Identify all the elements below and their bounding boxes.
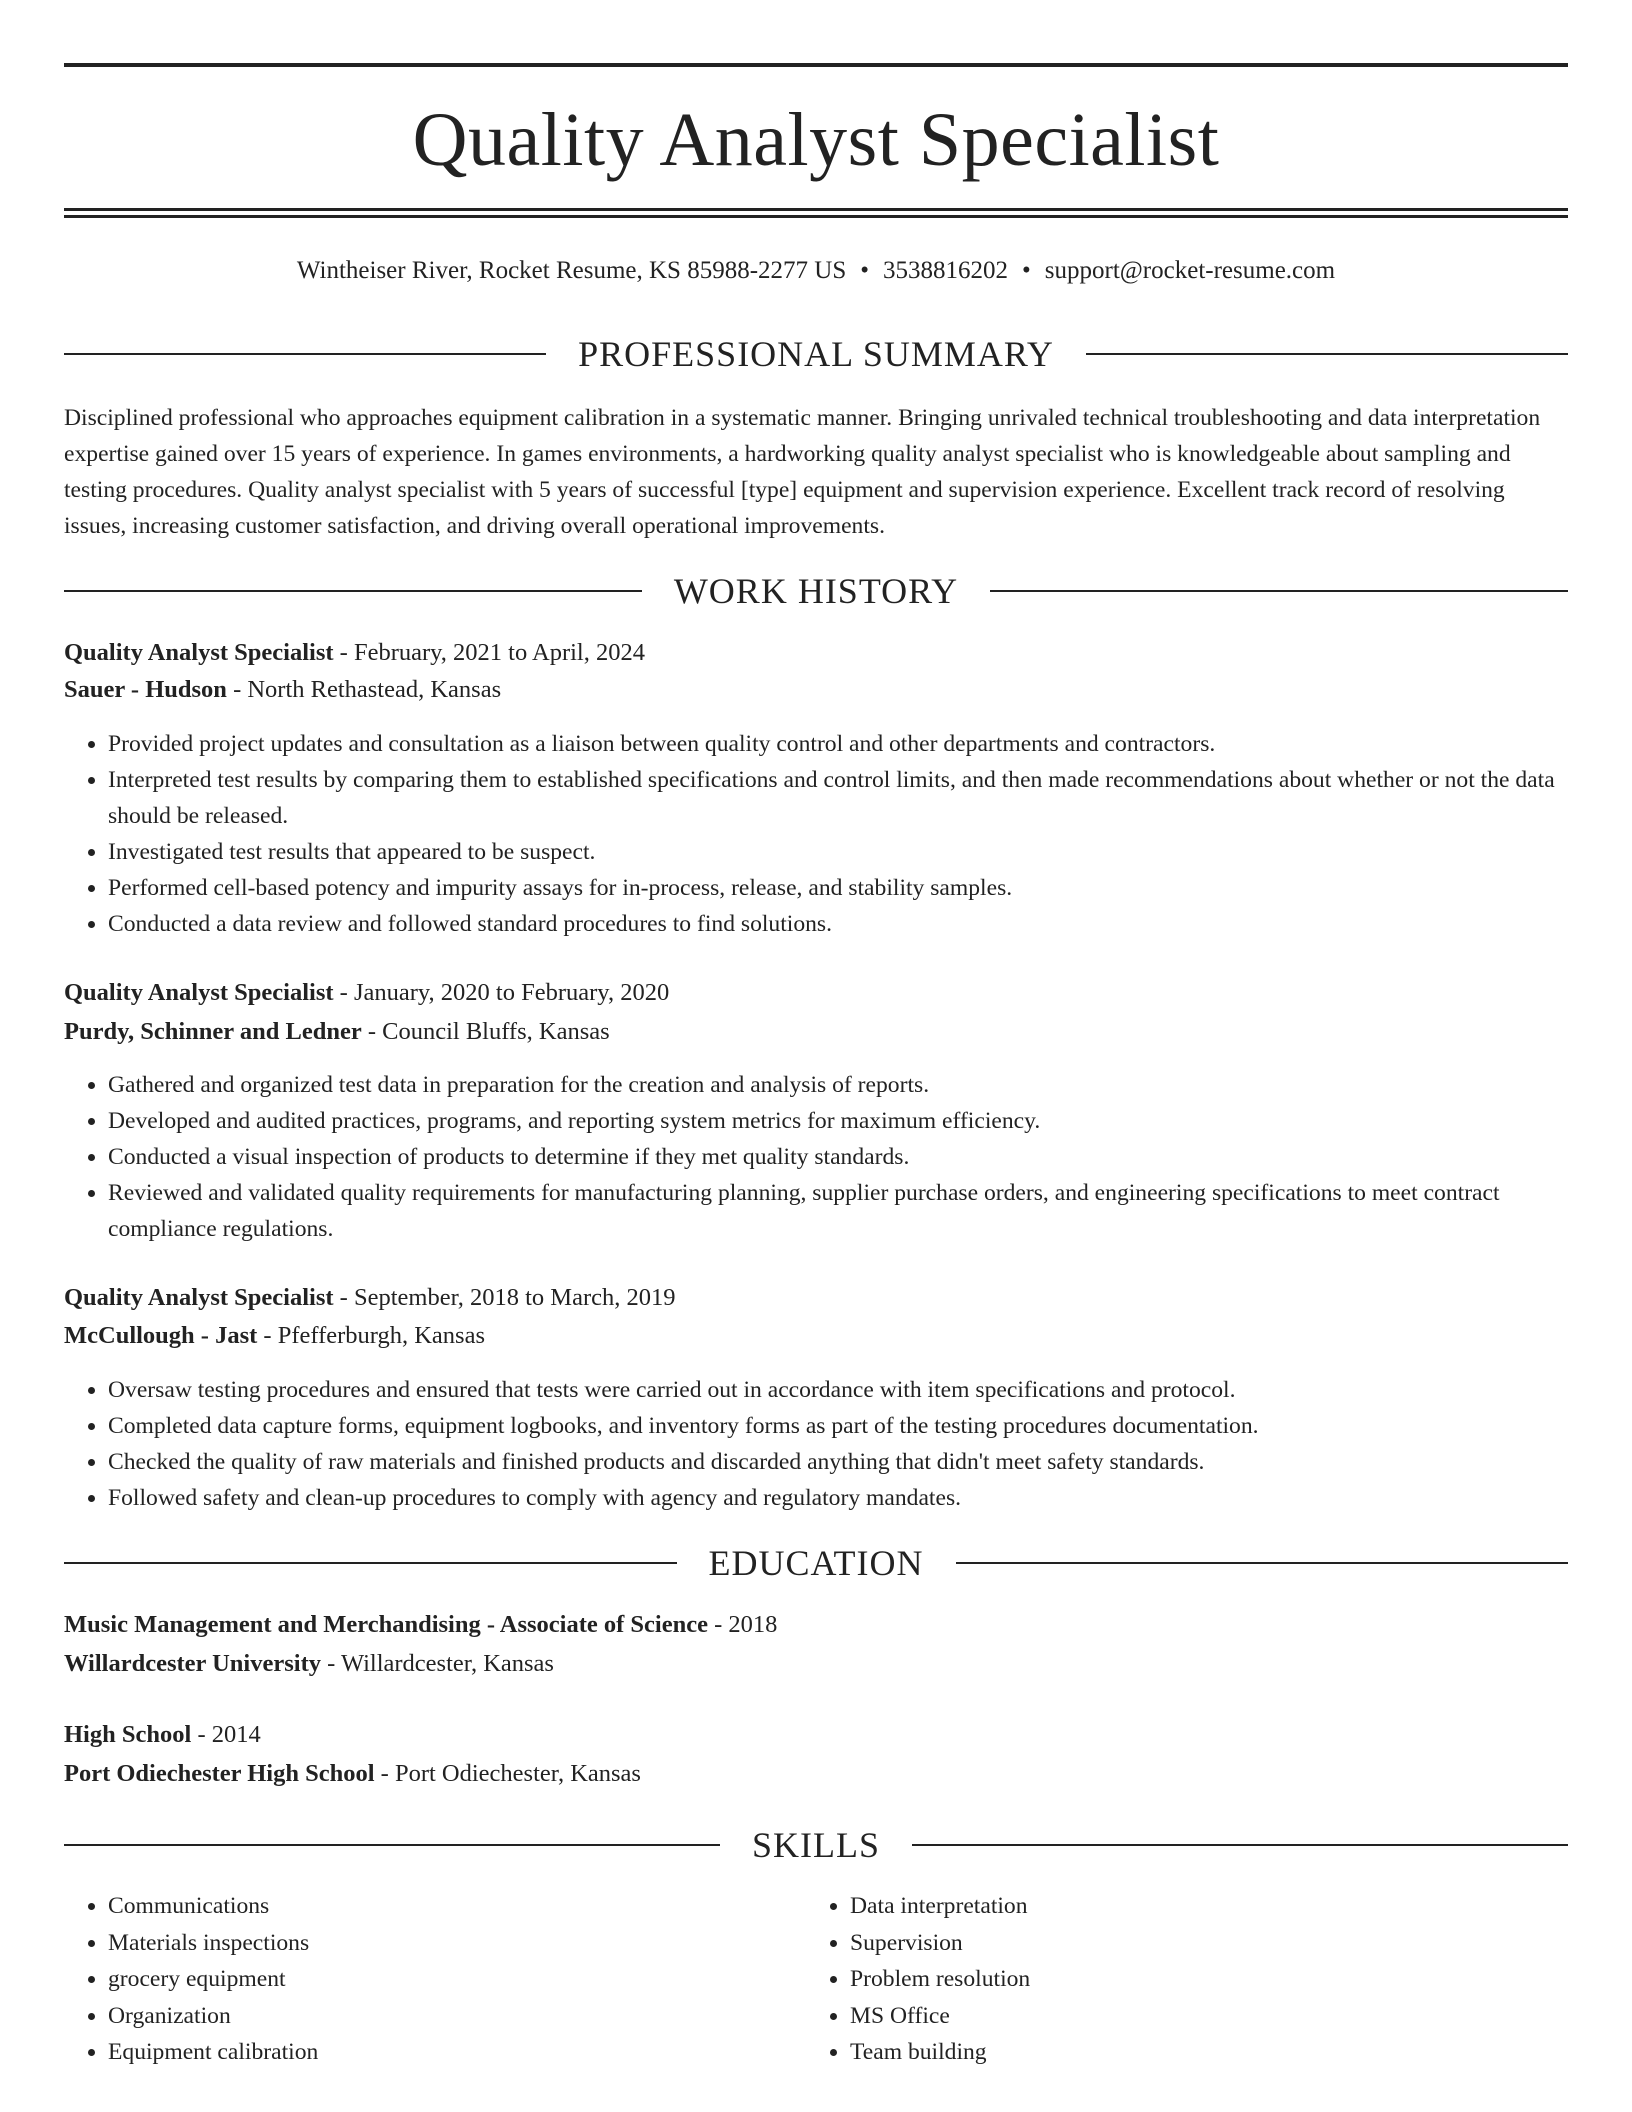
- job-company-line: [64, 1013, 1568, 1051]
- education-location: - Willardcester, Kansas: [320, 1650, 554, 1677]
- heading-rule-left: [64, 590, 642, 592]
- education-year: - 2018: [708, 1611, 778, 1638]
- education-location: - Port Odiechester, Kansas: [374, 1760, 641, 1787]
- education-degree-line: [64, 1606, 1568, 1644]
- section-heading-summary: [64, 334, 1568, 374]
- list-item: • Conducted a visual inspection of products to determine if they met quality standards.: [108, 1139, 1568, 1175]
- list-item: • Performed cell-based potency and impurity assays for in-process, release, and stability samples.: [108, 870, 1568, 906]
- skill-item: • grocery equipment: [108, 1961, 808, 1998]
- education-school: Willardcester University: [64, 1650, 321, 1677]
- job-title: Quality Analyst Specialist: [64, 639, 334, 666]
- summary-text: Disciplined professional who approaches equipment calibration in a systematic manner. Bringing unrivaled technical troubleshooting and data interpretation expertise gained over 15 years of experience. In games environments, a hardworking quality analyst specialist who is knowledgeable about sampling and testing procedures. Quality analyst specialist with 5 years of successful [type] equipment and supervision experience. Excellent track record of resolving issues, increasing customer satisfaction, and driving overall operational improvements.: [64, 405, 1541, 539]
- skill-item: • Problem resolution: [850, 1961, 1550, 1998]
- skill-item: • Team building: [850, 2034, 1550, 2071]
- job-title-line: [64, 974, 1568, 1012]
- heading-rule-right: [1086, 353, 1568, 355]
- heading-rule-left: [64, 353, 546, 355]
- heading-rule-right: [912, 1844, 1568, 1846]
- job-company-line: [64, 671, 1568, 709]
- job-title: Quality Analyst Specialist: [64, 1284, 334, 1311]
- list-item: • Gathered and organized test data in preparation for the creation and analysis of reports.: [108, 1067, 1568, 1103]
- skill-item: • Supervision: [850, 1925, 1550, 1962]
- job-title-line: [64, 1279, 1568, 1317]
- resume-name: Quality Analyst Specialist: [412, 98, 1220, 182]
- education-degree: Music Management and Merchandising - Associate of Science: [64, 1611, 708, 1638]
- section-title: WORK HISTORY: [673, 571, 959, 611]
- section-heading-education: [64, 1543, 1568, 1583]
- list-item: • Investigated test results that appeared to be suspect.: [108, 834, 1568, 870]
- heading-rule-left: [64, 1844, 720, 1846]
- job-title-line: [64, 634, 1568, 672]
- job-company: Purdy, Schinner and Ledner: [64, 1018, 362, 1045]
- contact-line: [64, 254, 1568, 288]
- education-school-line: [64, 1645, 1568, 1683]
- contact-separator: •: [860, 257, 870, 284]
- skills-list-right: [806, 1888, 1550, 2071]
- list-item: • Conducted a data review and followed standard procedures to find solutions.: [108, 906, 1568, 942]
- section-heading-work-history: [64, 571, 1568, 611]
- list-item: • Oversaw testing procedures and ensured that tests were carried out in accordance with item specifications and protocol.: [108, 1372, 1568, 1408]
- list-item: • Reviewed and validated quality requirements for manufacturing planning, supplier purchase orders, and engineering specifications to meet contract compliance regulations.: [108, 1175, 1568, 1247]
- contact-phone: 3538816202: [883, 257, 1009, 284]
- section-title: EDUCATION: [708, 1543, 924, 1583]
- heading-rule-right: [956, 1562, 1569, 1564]
- job-title: Quality Analyst Specialist: [64, 979, 334, 1006]
- job-company: McCullough - Jast: [64, 1322, 258, 1349]
- education-degree-line: [64, 1716, 1568, 1754]
- skill-item: • Communications: [108, 1888, 808, 1925]
- skill-item: • Data interpretation: [850, 1888, 1550, 1925]
- header-bottom-double-rule: [64, 208, 1568, 218]
- education-school: Port Odiechester High School: [64, 1760, 375, 1787]
- list-item: • Completed data capture forms, equipment logbooks, and inventory forms as part of the testing procedures documentation.: [108, 1408, 1568, 1444]
- contact-address: Wintheiser River, Rocket Resume, KS 85988-2277 US: [296, 257, 847, 284]
- skill-item: • Materials inspections: [108, 1925, 808, 1962]
- header-top-rule: [64, 63, 1568, 67]
- skills-list-left: [64, 1888, 808, 2071]
- job-dates: - September, 2018 to March, 2019: [333, 1284, 676, 1311]
- job-location: - Pfefferburgh, Kansas: [257, 1322, 485, 1349]
- list-item: • Interpreted test results by comparing them to established specifications and control limits, and then made recommendations about whether or not the data should be released.: [108, 762, 1568, 834]
- job-dates: - January, 2020 to February, 2020: [333, 979, 670, 1006]
- list-item: • Developed and audited practices, programs, and reporting system metrics for maximum efficiency.: [108, 1103, 1568, 1139]
- job-bullets: [64, 1372, 1568, 1516]
- job-bullets: [64, 1067, 1568, 1247]
- job-bullets: [64, 726, 1568, 942]
- section-title: SKILLS: [752, 1825, 881, 1865]
- heading-rule-right: [990, 590, 1568, 592]
- education-year: - 2014: [191, 1721, 261, 1748]
- section-title: PROFESSIONAL SUMMARY: [578, 334, 1054, 374]
- list-item: • Checked the quality of raw materials and finished products and discarded anything that didn't meet safety standards.: [108, 1444, 1568, 1480]
- job-company-line: [64, 1317, 1568, 1355]
- job-location: - North Rethastead, Kansas: [226, 676, 502, 703]
- contact-email: support@rocket-resume.com: [1044, 257, 1336, 284]
- list-item: • Followed safety and clean-up procedures to comply with agency and regulatory mandates.: [108, 1480, 1568, 1516]
- skill-item: • Organization: [108, 1998, 808, 2035]
- education-school-line: [64, 1755, 1568, 1793]
- heading-rule-left: [64, 1562, 677, 1564]
- list-item: • Provided project updates and consultation as a liaison between quality control and other departments and contractors.: [108, 726, 1568, 762]
- job-dates: - February, 2021 to April, 2024: [333, 639, 645, 666]
- skill-item: • MS Office: [850, 1998, 1550, 2035]
- contact-separator: •: [1022, 257, 1031, 284]
- job-location: - Council Bluffs, Kansas: [361, 1018, 610, 1045]
- education-degree: High School: [64, 1721, 192, 1748]
- section-heading-skills: [64, 1825, 1568, 1865]
- skill-item: • Equipment calibration: [108, 2034, 808, 2071]
- job-company: Sauer - Hudson: [64, 676, 227, 703]
